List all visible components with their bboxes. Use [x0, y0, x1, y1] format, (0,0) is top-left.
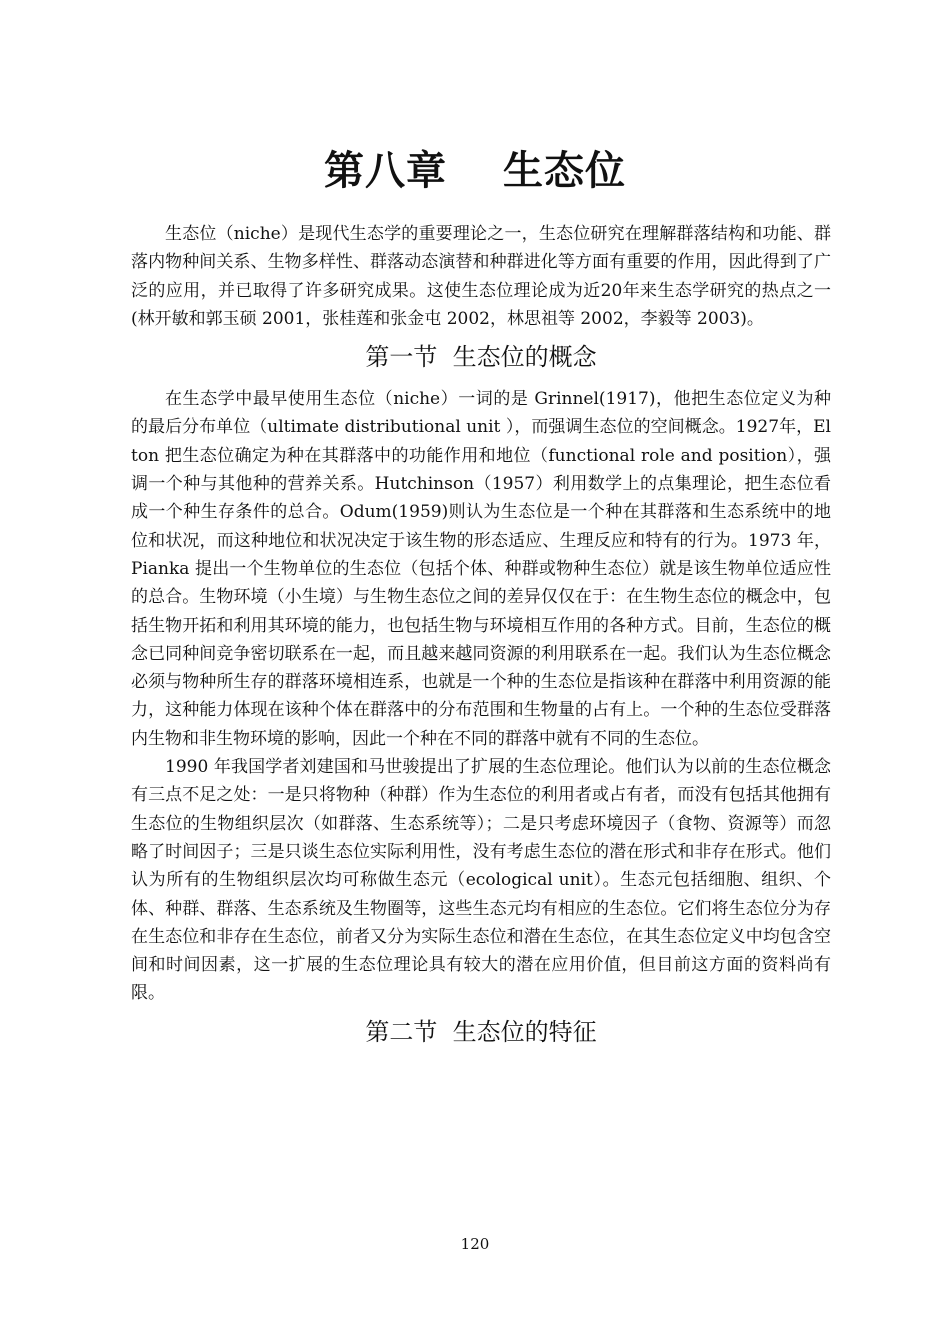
chapter-title: 第八章 生态位 [324, 146, 626, 194]
section-heading-2: 第二节 生态位的特征 [365, 1017, 597, 1046]
section-heading-1: 第一节 生态位的概念 [365, 343, 597, 372]
section1-paragraph-2: 1990 年我国学者刘建国和马世骏提出了扩展的生态位理论。他们认为以前的生态位概念有三点不足之处：一是只将物种（种群）作为生态位的利用者或占有者，而没有包括其他拥有生态位的生物组织层次（如群落、生态系统等）；二是只考虑环境因子（食物、资源等）而忽略了时间因子；三是只谈生态位实际利用性，没有考虑生态位的潜在形式和非存在形式。他们认为所有的生物组织层次均可称做生态元（ecological unit）。生态元包括细胞、组织、个体、种群、群落、生态系统及生物圈等，这些生态元均有相应的生态位。它们将生态位分为存在生态位和非存在生态位，前者又分为实际生态位和潜在生态位，在其生态位定义中均包含空间和时间因素，这一扩展的生态位理论具有较大的潜在应用价值，但目前这方面的资料尚有限。 [131, 757, 831, 1004]
section1-paragraph-1: 在生态学中最早使用生态位（niche）一词的是 Grinnel(1917)，他把生态位定义为种的最后分布单位（ultimate distributional unit ），而强调生态位的空间概念。1927年，Elton 把生态位确定为种在其群落中的功能作用和地位（functional role and position），强调一个种与其他种的营养关系。Hutchinson（1957）利用数学上的点集理论，把生态位看成一个种生存条件的总合。Odum(1959)则认为生态位是一个种在其群落和生态系统中的地位和状况，而这种地位和状况决定于该生物的形态适应、生理反应和特有的行为。1973 年，Pianka 提出一个生物单位的生态位（包括个体、种群或物种生态位）就是该生物单位适应性的总合。生物环境（小生境）与生物生态位之间的差异仅仅在于：在生物生态位的概念中，包括生物开拓和利用其环境的能力，也包括生物与环境相互作用的各种方式。目前，生态位的概念已同种间竞争密切联系在一起，而且越来越同资源的利用联系在一起。我们认为生态位概念必须与物种所生存的群落环境相连系，也就是一个种的生态位是指该种在群落中利用资源的能力，这种能力体现在该种个体在群落中的分布范围和生物量的占有上。一个种的生态位受群落内生物和非生物环境的影响，因此一个种在不同的群落中就有不同的生态位。 [131, 389, 831, 749]
page-number: 120 [460, 1235, 490, 1253]
intro-paragraph: 生态位（niche）是现代生态学的重要理论之一，生态位研究在理解群落结构和功能、群落内物种间关系、生物多样性、群落动态演替和种群进化等方面有重要的作用，因此得到了广泛的应用，并已取得了许多研究成果。这使生态位理论成为近20年来生态学研究的热点之一(林开敏和郭玉硕 2001，张桂莲和张金屯 2002，林思祖等 2002，李毅等 2003)。 [131, 224, 831, 329]
page-content [131, 220, 831, 1060]
